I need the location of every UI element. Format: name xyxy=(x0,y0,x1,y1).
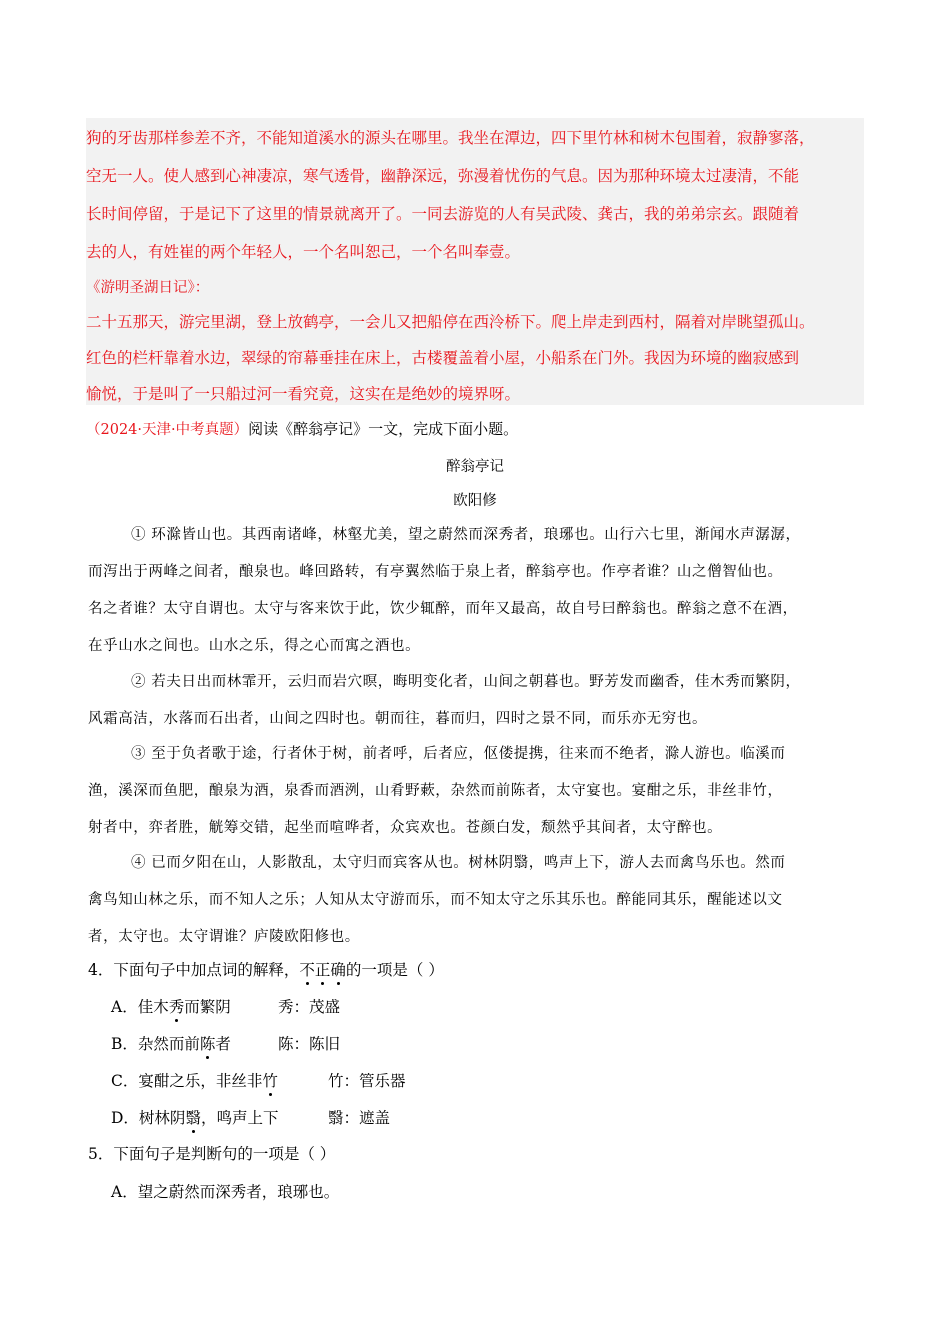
essay-title: 醉翁亭记 xyxy=(446,459,504,475)
option-text: 者 xyxy=(215,1035,231,1053)
source-tag: （2024·天津·中考真题） xyxy=(86,422,249,438)
question-4-stem xyxy=(88,958,444,980)
essay-line: 风霜高洁，水落而石出者，山间之四时也。朝而往，暮而归，四时之景不同，而乐亦无穷也。 xyxy=(88,711,708,727)
dotted-char: 不 xyxy=(299,958,315,980)
question-5-stem: 5．下面句子是判断句的一项是（ ） xyxy=(88,1145,336,1163)
essay-line: 渔，溪深而鱼肥，酿泉为酒，泉香而酒洌，山肴野蔌，杂然而前陈者，太守宴也。宴酣之乐，非丝非竹， xyxy=(88,783,783,799)
dotted-char: 确 xyxy=(330,958,346,980)
option-label: C．宴酣之乐，非丝非 xyxy=(111,1072,263,1090)
dotted-char: 正 xyxy=(315,958,331,980)
answer-line: 二十五那天，游完里湖，登上放鹤亭，一会儿又把船停在西泠桥下。爬上岸走到西村，隔着对岸眺望孤山。 xyxy=(86,313,815,331)
essay-line: 而泻出于两峰之间者，酿泉也。峰回路转，有亭翼然临于泉上者，醉翁亭也。作亭者谁？山之僧智仙也。 xyxy=(88,564,783,580)
essay-line: 在乎山水之间也。山水之乐，得之心而寓之酒也。 xyxy=(88,638,421,654)
option-label: A．佳木 xyxy=(111,998,169,1016)
q4-option-c-gloss: 竹：管乐器 xyxy=(328,1072,406,1090)
question-source xyxy=(86,418,518,439)
answer-line: 去的人，有姓崔的两个年轻人，一个名叫恕己，一个名叫奉壹。 xyxy=(86,243,521,261)
q4-option-b xyxy=(111,1032,231,1054)
q4-option-a xyxy=(111,995,231,1017)
q4-option-d xyxy=(111,1106,278,1128)
option-text: 而繁阴 xyxy=(184,998,231,1016)
essay-line: ③ 至于负者歌于途，行者休于树，前者呼，后者应，伛偻提携，往来而不绝者，滁人游也。临溪而 xyxy=(131,746,786,762)
answer-line: 愉悦，于是叫了一只船过河一看究竟，这实在是绝妙的境界呀。 xyxy=(86,385,521,403)
essay-line: ② 若夫日出而林霏开，云归而岩穴暝，晦明变化者，山间之朝暮也。野芳发而幽香，佳木秀而繁阴， xyxy=(131,674,801,690)
q5-option-a: A．望之蔚然而深秀者，琅琊也。 xyxy=(111,1183,340,1201)
q4-option-a-gloss: 秀：茂盛 xyxy=(278,998,341,1016)
answer-line: 红色的栏杆靠着水边，翠绿的帘幕垂挂在床上，古楼覆盖着小屋，小船系在门外。我因为环境的幽寂感到 xyxy=(86,349,800,367)
dotted-char: 陈 xyxy=(200,1032,216,1054)
q4-option-b-gloss: 陈：陈旧 xyxy=(278,1035,341,1053)
option-label: B．杂然而前 xyxy=(111,1035,200,1053)
q4-option-d-gloss: 翳：遮盖 xyxy=(328,1109,391,1127)
essay-author: 欧阳修 xyxy=(453,493,497,509)
essay-line: 名之者谁？太守自谓也。太守与客来饮于此，饮少辄醉，而年又最高，故自号曰醉翁也。醉翁之意不在酒， xyxy=(88,601,798,617)
essay-line: ④ 已而夕阳在山，人影散乱，太守归而宾客从也。树林阴翳，鸣声上下，游人去而禽鸟乐也。然而 xyxy=(131,855,786,871)
option-label: D．树林阴 xyxy=(111,1109,186,1127)
q4-prefix: 4．下面句子中加点词的解释， xyxy=(88,961,300,979)
answer-line: 狗的牙齿那样参差不齐，不能知道溪水的源头在哪里。我坐在潭边，四下里竹林和树木包围着，寂静寥落， xyxy=(86,129,815,147)
answer-subtitle: 《游明圣湖日记》： xyxy=(86,280,210,296)
q4-suffix: 的一项是（ ） xyxy=(345,961,444,979)
q4-option-c xyxy=(111,1069,278,1091)
essay-line: 者，太守也。太守谓谁？庐陵欧阳修也。 xyxy=(88,929,360,945)
answer-line: 空无一人。使人感到心神凄凉，寒气透骨，幽静深远，弥漫着忧伤的气息。因为那种环境太过凄清，不能 xyxy=(86,167,800,185)
answer-line: 长时间停留，于是记下了这里的情景就离开了。一同去游览的人有吴武陵、龚古，我的弟弟宗玄。跟随着 xyxy=(86,205,800,223)
source-instruction: 阅读《醉翁亭记》一文，完成下面小题。 xyxy=(248,420,519,438)
essay-line: 禽鸟知山林之乐，而不知人之乐；人知从太守游而乐，而不知太守之乐其乐也。醉能同其乐，醒能述以文 xyxy=(88,892,783,908)
dotted-char: 翳 xyxy=(185,1106,201,1128)
dotted-char: 秀 xyxy=(169,995,185,1017)
dotted-char: 竹 xyxy=(262,1069,278,1091)
option-text: ，鸣声上下 xyxy=(200,1109,279,1127)
essay-line: ① 环滁皆山也。其西南诸峰，林壑尤美，望之蔚然而深秀者，琅琊也。山行六七里，渐闻水声潺潺， xyxy=(131,527,801,543)
essay-line: 射者中，弈者胜，觥筹交错，起坐而喧哗者，众宾欢也。苍颜白发，颓然乎其间者，太守醉也。 xyxy=(88,820,723,836)
